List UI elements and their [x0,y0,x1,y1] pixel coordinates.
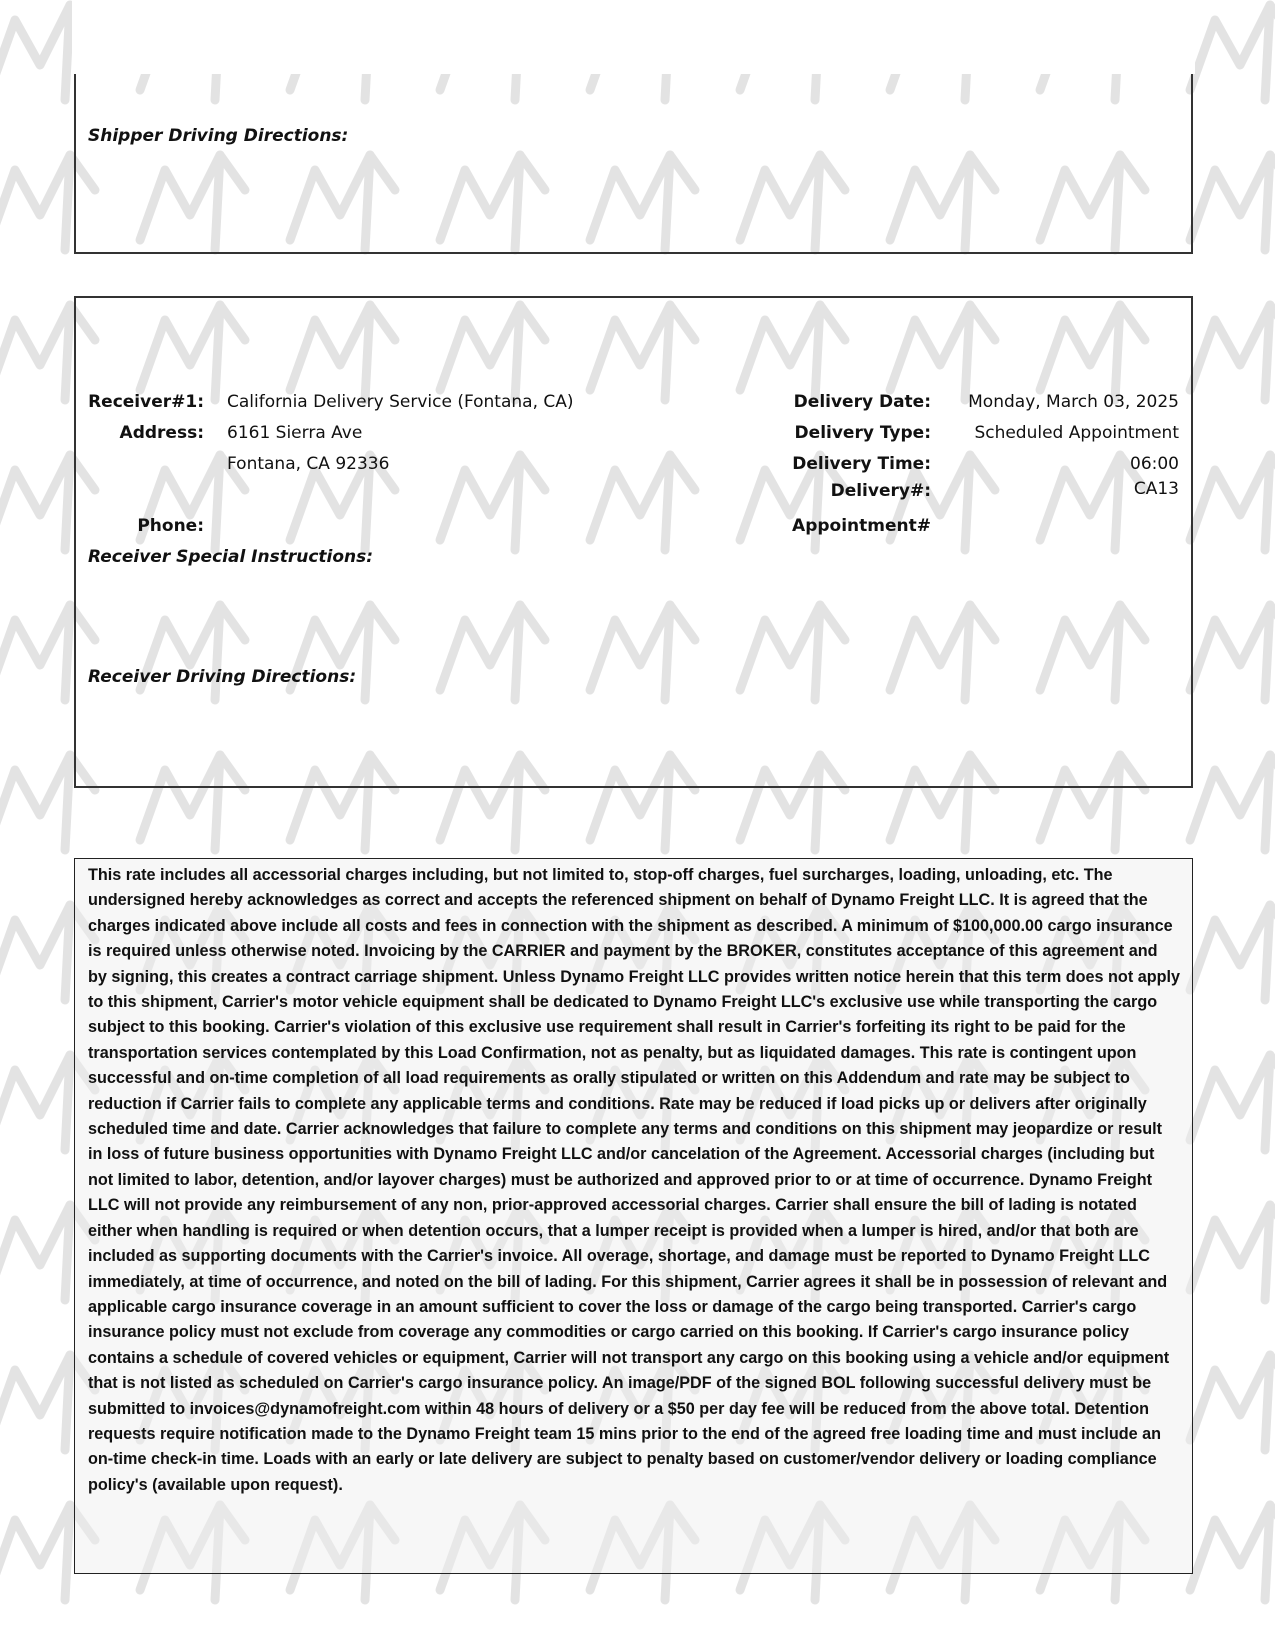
phone-label: Phone: [137,516,204,536]
address-line2: Fontana, CA 92336 [227,454,390,474]
delivery-time: 06:00 [1130,454,1179,474]
delivery-type: Scheduled Appointment [974,423,1179,443]
terms-text: This rate includes all accessorial charges including, but not limited to, stop-off charges, fuel surcharges, loading, unloading, etc. The undersigned hereby acknowledges as correct and accepts the referenced shipment on behalf of Dynamo Freight LLC. It is agreed that the charges indicated above include all costs and fees in connection with the shipment as described. A minimum of $100,000.00 cargo insurance is required unless otherwise noted. Invoicing by the CARRIER and payment by the BROKER, constitutes acceptance of this agreement and by signing, this creates a contract carriage shipment. Unless Dynamo Freight LLC provides written notice herein that this term does not apply to this shipment, Carrier's motor vehicle equipment shall be dedicated to Dynamo Freight LLC's exclusive use while transporting the cargo subject to this booking. Carrier's violation of this exclusive use requirement shall result in Carrier's forfeiting its right to be paid for the transportation services contemplated by this Load Confirmation, not as penalty, but as liquidated damages. This rate is contingent upon successful and on-time completion of all load requirements as orally stipulated or written on this Addendum and rate may be subject to reduction if Carrier fails to complete any applicable terms and conditions. Rate may be reduced if load picks up or delivers after originally scheduled time and date. Carrier acknowledges that failure to complete any terms and conditions on this shipment may jeopardize or result in loss of future business opportunities with Dynamo Freight LLC and/or cancelation of the Agreement. Accessorial charges (including but not limited to labor, detention, and/or layover charges) must be authorized and approved prior to or at time of occurrence. Dynamo Freight LLC will not provide any reimbursement of any non, prior-approved accessorial charges. Carrier shall ensure the bill of lading is notated either when handling is required or when detention occurs, that a lumper receipt is provided when a lumper is hired, and/or that both are included as supporting documents with the Carrier's invoice. All overage, shortage, and damage must be reported to Dynamo Freight LLC immediately, at time of occurrence, and noted on the bill of lading. For this shipment, Carrier agrees it shall be in possession of relevant and applicable cargo insurance coverage in an amount sufficient to cover the loss or damage of the cargo being transported. Carrier's cargo insurance policy must not exclude from coverage any commodities or cargo carried on this booking. If Carrier's cargo insurance policy contains a schedule of covered vehicles or equipment, Carrier will not transport any cargo on this booking using a vehicle and/or equipment that is not listed as scheduled on Carrier's cargo insurance policy. An image/PDF of the signed BOL following successful delivery must be submitted to invoices@dynamofreight.com within 48 hours of delivery or a $50 per day fee will be reduced from the above total. Detention requests require notification made to the Dynamo Freight team 15 mins prior to the end of the agreed free loading time and must include an on-time check-in time. Loads with an early or late delivery are subject to penalty based on customer/vendor delivery or loading compliance policy's (available upon request). [88,866,1180,1494]
delivery-time-label: Delivery Time: [792,454,931,474]
receiver-name: California Delivery Service (Fontana, CA) [227,392,574,412]
delivery-date-label: Delivery Date: [793,392,931,412]
address-line1: 6161 Sierra Ave [227,423,363,443]
delivery-type-label: Delivery Type: [794,423,931,443]
receiver-box [74,296,1193,788]
shipper-driving-directions-label: Shipper Driving Directions: [88,126,349,146]
address-label: Address: [119,423,204,443]
receiver-special-instructions-label: Receiver Special Instructions: [88,547,374,567]
delivery-date: Monday, March 03, 2025 [968,392,1179,412]
receiver-driving-directions-label: Receiver Driving Directions: [88,667,357,687]
terms-box [74,858,1193,1574]
shipper-box-top-gap [72,0,1195,74]
appointment-label: Appointment# [792,516,931,536]
receiver-label: Receiver#1: [88,392,204,412]
delivery-number-label: Delivery#: [830,481,931,501]
delivery-number: CA13 [1133,479,1179,499]
